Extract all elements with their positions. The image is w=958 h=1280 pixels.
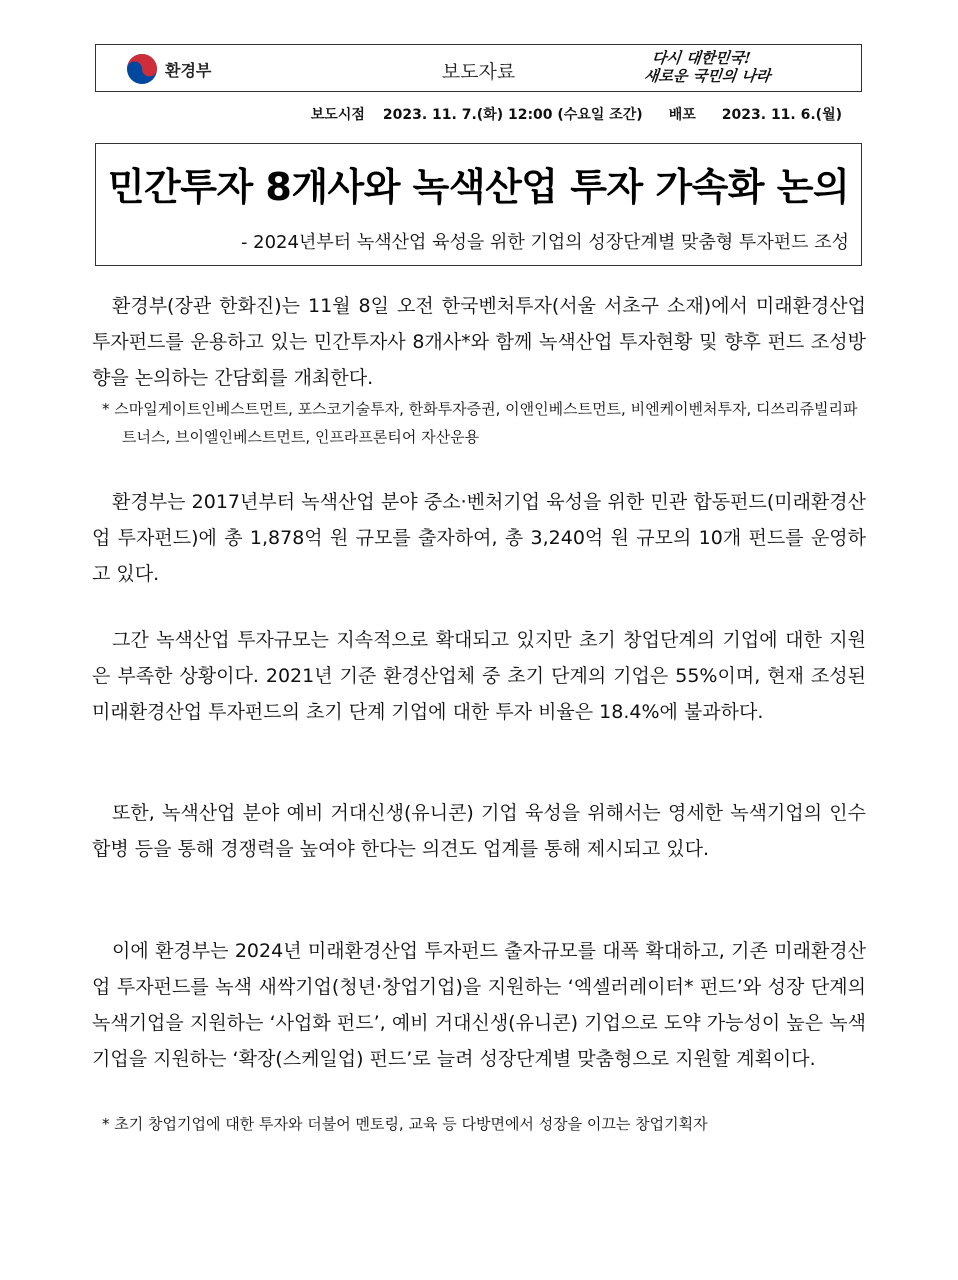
page-title: 민간투자 8개사와 녹색산업 투자 가속화 논의 xyxy=(107,165,850,209)
paragraph-4: 또한, 녹색산업 분야 예비 거대신생(유니콘) 기업 육성을 위해서는 영세한 녹색기업의 인수합병 등을 통해 경쟁력을 높여야 한다는 의견도 업계를 통해 제시되고 있다. xyxy=(92,802,866,860)
page-subtitle: - 2024년부터 녹색산업 육성을 위한 기업의 성장단계별 맞춤형 투자펀드 조성 xyxy=(240,232,849,253)
paragraph-5: 이에 환경부는 2024년 미래환경산업 투자펀드 출자규모를 대폭 확대하고, 기존 미래환경산업 투자펀드를 녹색 새싹기업(청년·창업기업)을 지원하는 ‘엑셀러레이터* 펀드’와 성장 단계의 녹색기업을 지원하는 ‘사업화 펀드’, 예비 거대신생(유니콘) 기업으로 도약 가능성이 높은 녹색기업을 지원하는 ‘확장(스케일업) 펀드’로 늘려 성장단계별 맞춤형으로 지원할 계획이다. xyxy=(92,940,866,1070)
paragraph-2: 환경부는 2017년부터 녹색산업 분야 중소·벤처기업 육성을 위한 민관 합동펀드(미래환경산업 투자펀드)에 총 1,878억 원 규모를 출자하여, 총 3,240억 원 규모의 10개 펀드를 운영하고 있다. xyxy=(92,491,866,585)
distribution-label: 배포 xyxy=(668,107,696,123)
slogan-line-2: 새로운 국민의 나라 xyxy=(643,67,772,85)
header-box xyxy=(95,44,862,92)
footnote-2: * 초기 창업기업에 대한 투자와 더불어 멘토링, 교육 등 다방면에서 성장을 이끄는 창업기획자 xyxy=(102,1115,708,1133)
embargo-label: 보도시점 xyxy=(310,107,365,123)
title-box xyxy=(95,143,862,266)
ministry-name: 환경부 xyxy=(165,60,212,80)
paragraph-3: 그간 녹색산업 투자규모는 지속적으로 확대되고 있지만 초기 창업단계의 기업에 대한 지원은 부족한 상황이다. 2021년 기준 환경산업체 중 초기 단계의 기업은 55%이며, 현재 조성된 미래환경산업 투자펀드의 초기 단계 기업에 대한 투자 비율은 18.4%에 불과하다. xyxy=(92,629,866,723)
release-info xyxy=(311,104,842,124)
document-type: 보도자료 xyxy=(441,61,516,83)
distribution-value: 2023. 11. 6.(월) xyxy=(721,107,842,123)
paragraph-1: 환경부(장관 한화진)는 11월 8일 오전 한국벤처투자(서울 서초구 소재)에서 미래환경산업 투자펀드를 운용하고 있는 민간투자사 8개사*와 함께 녹색산업 투자현황 및 향후 펀드 조성방향을 논의하는 간담회를 개최한다. xyxy=(92,295,866,389)
government-slogan xyxy=(643,49,827,85)
slogan-line-1: 다시 대한민국! xyxy=(651,49,752,67)
embargo-value: 2023. 11. 7.(화) 12:00 (수요일 조간) xyxy=(382,107,643,123)
footnote-1: * 스마일게이트인베스트먼트, 포스코기술투자, 한화투자증권, 이앤인베스트먼트, 비엔케이벤처투자, 디쓰리쥬빌리파트너스, 브이엘인베스트먼트, 인프라프론티어 자산운용 xyxy=(102,400,858,446)
